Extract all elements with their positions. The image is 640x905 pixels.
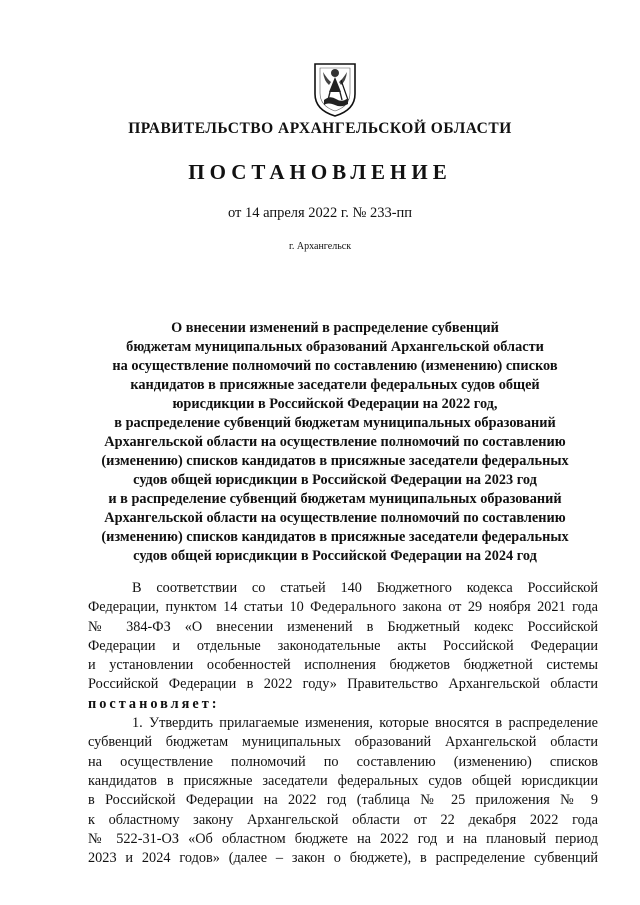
- city-label: г. Архангельск: [288, 241, 352, 252]
- body-line: Федерации, пунктом 14 статьи 10 Федерального закона от 29 ноября 2021 года: [88, 599, 598, 616]
- title-line: (изменению) списков кандидатов в присяжные заседатели федеральных: [101, 453, 569, 469]
- body-line: В соответствии со статьей 140 Бюджетного кодекса Российской: [132, 580, 598, 596]
- body-line: на осуществление полномочий по составлению (изменению) списков: [88, 753, 598, 770]
- body-line: Российской Федерации в 2022 году» Правительство Архангельской области: [88, 676, 598, 693]
- body-line: к областному закону Архангельской области от 22 декабря 2022 года: [88, 811, 598, 828]
- body-line: субвенций бюджетам муниципальных образований Архангельской области: [88, 734, 598, 751]
- date-number: от 14 апреля 2022 г. № 233-пп: [227, 205, 413, 221]
- title-line: судов общей юрисдикции в Российской Федерации на 2024 год: [133, 548, 537, 564]
- body-line: 1. Утвердить прилагаемые изменения, которые вносятся в распределение: [132, 715, 598, 732]
- document-body: [88, 579, 598, 868]
- title-line: судов общей юрисдикции в Российской Федерации на 2023 год: [133, 472, 537, 488]
- title-line: кандидатов в присяжные заседатели федеральных судов общей: [130, 377, 540, 393]
- organization-heading: ПРАВИТЕЛЬСТВО АРХАНГЕЛЬСКОЙ ОБЛАСТИ: [128, 120, 512, 137]
- title-line: Архангельской области на осуществление полномочий по составлению: [104, 434, 566, 450]
- body-line: в Российской Федерации на 2022 год (таблица № 25 приложения № 9: [88, 792, 598, 809]
- coat-of-arms-icon: [312, 58, 358, 118]
- title-line: (изменению) списков кандидатов в присяжные заседатели федеральных: [101, 529, 569, 545]
- title-line: Архангельской области на осуществление полномочий по составлению: [104, 510, 566, 526]
- body-line: Федерации и отдельные законодательные акты Российской Федерации: [88, 637, 598, 654]
- title-line: в распределение субвенций бюджетам муниципальных образований: [114, 415, 556, 431]
- title-line: юрисдикции в Российской Федерации на 2022 год,: [172, 396, 498, 412]
- body-line: и установлении особенностей исполнения бюджетов бюджетной системы: [88, 657, 598, 674]
- body-line: № 384-ФЗ «О внесении изменений в Бюджетный кодекс Российской: [88, 618, 598, 635]
- title-line: на осуществление полномочий по составлению (изменению) списков: [112, 358, 558, 374]
- document-type-heading: ПОСТАНОВЛЕНИЕ: [188, 160, 452, 184]
- body-line: кандидатов в присяжные заседатели федеральных судов общей юрисдикции: [88, 772, 598, 789]
- body-line: № 522-31-ОЗ «Об областном бюджете на 2022 год и на плановый период: [88, 830, 598, 847]
- document-title: [60, 319, 610, 566]
- body-line: 2023 и 2024 годов» (далее – закон о бюджете), в распределение субвенций: [88, 850, 598, 867]
- body-line-resolution: постановляет:: [88, 695, 220, 712]
- title-line: О внесении изменений в распределение субвенций: [171, 320, 499, 336]
- title-line: и в распределение субвенций бюджетам муниципальных образований: [108, 491, 562, 507]
- title-line: бюджетам муниципальных образований Архангельской области: [126, 339, 544, 355]
